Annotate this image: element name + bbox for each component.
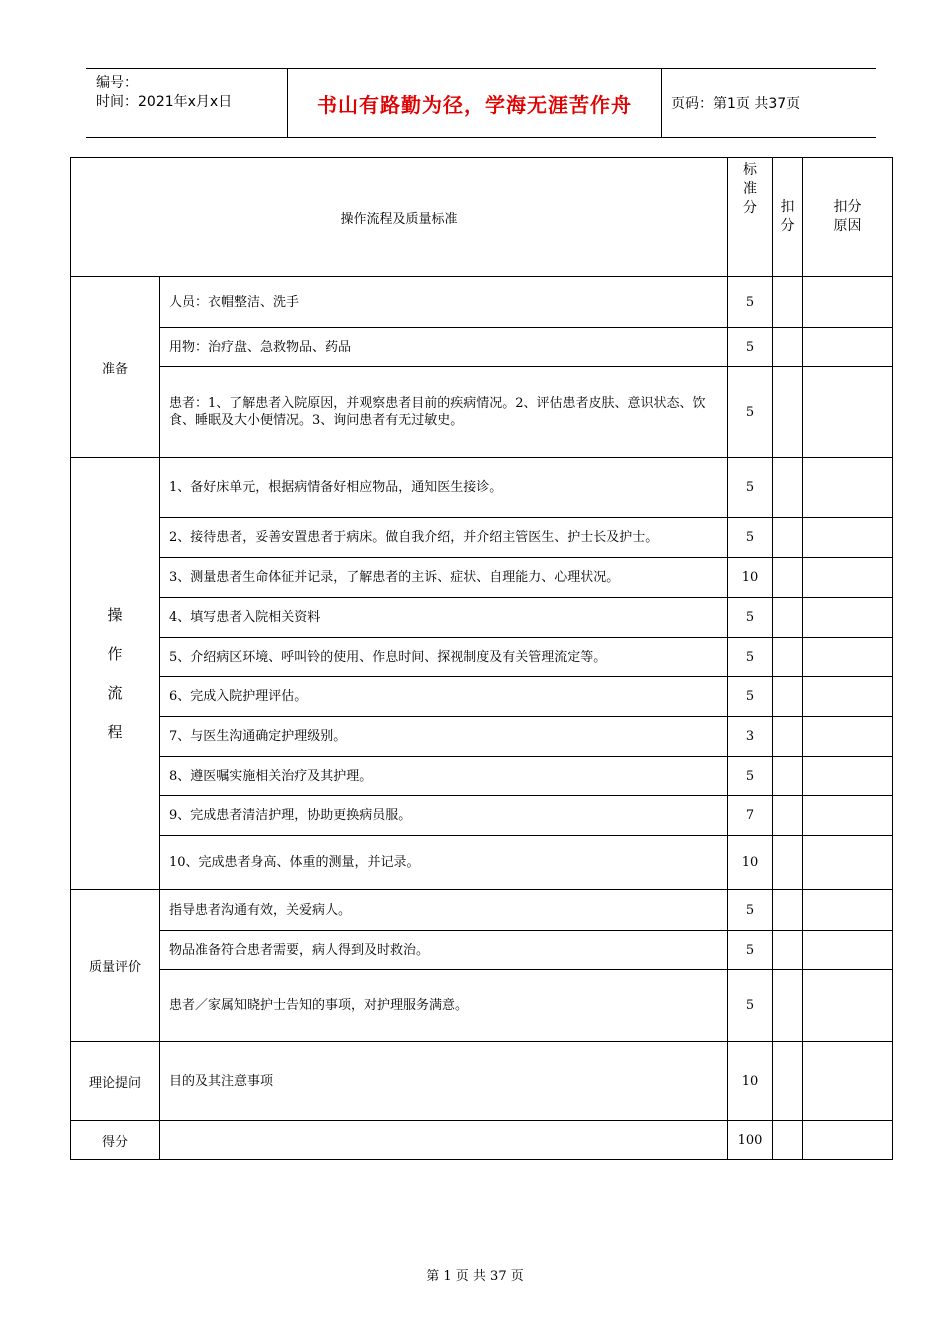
header-deduct-cell [773,158,803,277]
table-row [71,931,893,970]
section-label-procedure: 操作流程 [107,605,123,741]
scoring-table [70,157,893,1160]
row-score: 5 [728,458,773,518]
row-score: 5 [728,367,773,458]
row-score: 7 [728,796,773,836]
row-text: 7、与医生沟通确定护理级别。 [160,717,728,757]
table-row [71,757,893,796]
row-score: 5 [728,518,773,558]
table-row [71,638,893,677]
header-meta [86,69,286,137]
header-standard: 操作流程及质量标准 [340,211,458,227]
deduct-cell[interactable] [773,931,803,970]
header-score-std: 标准分 [743,162,758,216]
header-deduct: 扣分 [780,199,795,234]
deduct-cell[interactable] [773,558,803,598]
header-standard-cell [71,158,728,277]
deduct-cell[interactable] [773,328,803,367]
header-reason-cell [803,158,893,277]
table-row [71,328,893,367]
deduct-cell[interactable] [773,717,803,757]
deduct-cell[interactable] [773,638,803,677]
row-text: 8、遵医嘱实施相关治疗及其护理。 [160,757,728,796]
reason-cell[interactable] [803,458,893,518]
reason-cell[interactable] [803,717,893,757]
motto-text: 书山有路勤为径，学海无涯苦作舟 [317,92,632,117]
reason-cell[interactable] [803,1042,893,1121]
reason-cell[interactable] [803,558,893,598]
table-row [71,677,893,717]
row-score: 5 [728,598,773,638]
row-text: 用物：治疗盘、急救物品、药品 [160,328,728,367]
page-footer [0,1265,950,1284]
row-text: 4、填写患者入院相关资料 [160,598,728,638]
deduct-cell[interactable] [773,836,803,890]
reason-cell[interactable] [803,518,893,558]
reason-cell[interactable] [803,328,893,367]
table-header-row [71,158,893,277]
table-row [71,518,893,558]
row-text: 指导患者沟通有效，关爱病人。 [160,890,728,931]
row-score: 10 [728,1042,773,1121]
reason-cell[interactable] [803,598,893,638]
table-row [71,1042,893,1121]
reason-cell[interactable] [803,931,893,970]
reason-cell[interactable] [803,970,893,1042]
table-row [71,717,893,757]
row-score: 3 [728,717,773,757]
table-row-total [71,1121,893,1160]
row-score: 5 [728,677,773,717]
reason-cell[interactable] [803,1121,893,1160]
deduct-cell[interactable] [773,458,803,518]
table-row [71,970,893,1042]
deduct-cell[interactable] [773,367,803,458]
reason-cell[interactable] [803,796,893,836]
section-label-prep: 准备 [71,277,160,458]
row-text: 9、完成患者清洁护理，协助更换病员服。 [160,796,728,836]
reason-cell[interactable] [803,757,893,796]
row-score: 10 [728,836,773,890]
row-text: 物品准备符合患者需要，病人得到及时救治。 [160,931,728,970]
header-page-cell [661,69,876,137]
header-score-std-cell [728,158,773,277]
row-text: 3、测量患者生命体征并记录，了解患者的主诉、症状、自理能力、心理状况。 [160,558,728,598]
row-score: 5 [728,328,773,367]
header-reason: 扣分原因 [833,199,862,234]
row-score: 5 [728,890,773,931]
row-score: 5 [728,638,773,677]
table-row [71,836,893,890]
page-number-label: 页码：第1页 共37页 [671,96,801,112]
section-label-evaluation: 质量评价 [71,890,160,1042]
row-score: 5 [728,931,773,970]
table-row [71,558,893,598]
deduct-cell[interactable] [773,598,803,638]
total-score: 100 [728,1121,773,1160]
table-row [71,890,893,931]
deduct-cell[interactable] [773,677,803,717]
deduct-cell[interactable] [773,757,803,796]
table-row [71,367,893,458]
section-label-theory: 理论提问 [71,1042,160,1121]
deduct-cell[interactable] [773,1042,803,1121]
row-text: 患者／家属知晓护士告知的事项，对护理服务满意。 [160,970,728,1042]
row-text: 人员：衣帽整洁、洗手 [160,277,728,328]
table-row [71,598,893,638]
row-text: 2、接待患者，妥善安置患者于病床。做自我介绍，并介绍主管医生、护士长及护士。 [160,518,728,558]
reason-cell[interactable] [803,677,893,717]
reason-cell[interactable] [803,836,893,890]
row-text: 1、备好床单元，根据病情备好相应物品，通知医生接诊。 [160,458,728,518]
row-text: 10、完成患者身高、体重的测量，并记录。 [160,836,728,890]
reason-cell[interactable] [803,277,893,328]
row-score: 5 [728,757,773,796]
table-row [71,458,893,518]
reason-cell[interactable] [803,890,893,931]
total-text-cell[interactable] [160,1121,728,1160]
header-motto-cell [287,69,662,137]
deduct-cell[interactable] [773,970,803,1042]
row-score: 5 [728,277,773,328]
table-row [71,796,893,836]
table-row [71,277,893,328]
row-text: 5、介绍病区环境、呼叫铃的使用、作息时间、探视制度及有关管理流定等。 [160,638,728,677]
section-label-procedure-cell [71,458,160,890]
reason-cell[interactable] [803,367,893,458]
reason-cell[interactable] [803,638,893,677]
deduct-cell[interactable] [773,890,803,931]
section-label-total: 得分 [71,1121,160,1160]
row-text: 目的及其注意事项 [160,1042,728,1121]
row-text: 6、完成入院护理评估。 [160,677,728,717]
deduct-cell[interactable] [773,277,803,328]
footer-page-text: 第 1 页 共 37 页 [426,1269,524,1284]
row-score: 5 [728,970,773,1042]
row-score: 10 [728,558,773,598]
number-label: 编号： [96,75,138,91]
row-text: 患者：1、了解患者入院原因，并观察患者目前的疾病情况。2、评估患者皮肤、意识状态、饮食、睡眠及大小便情况。3、询问患者有无过敏史。 [160,367,728,458]
page-header [86,68,876,138]
time-label: 时间：2021年x月x日 [96,94,233,110]
deduct-cell[interactable] [773,518,803,558]
deduct-cell[interactable] [773,796,803,836]
deduct-cell[interactable] [773,1121,803,1160]
